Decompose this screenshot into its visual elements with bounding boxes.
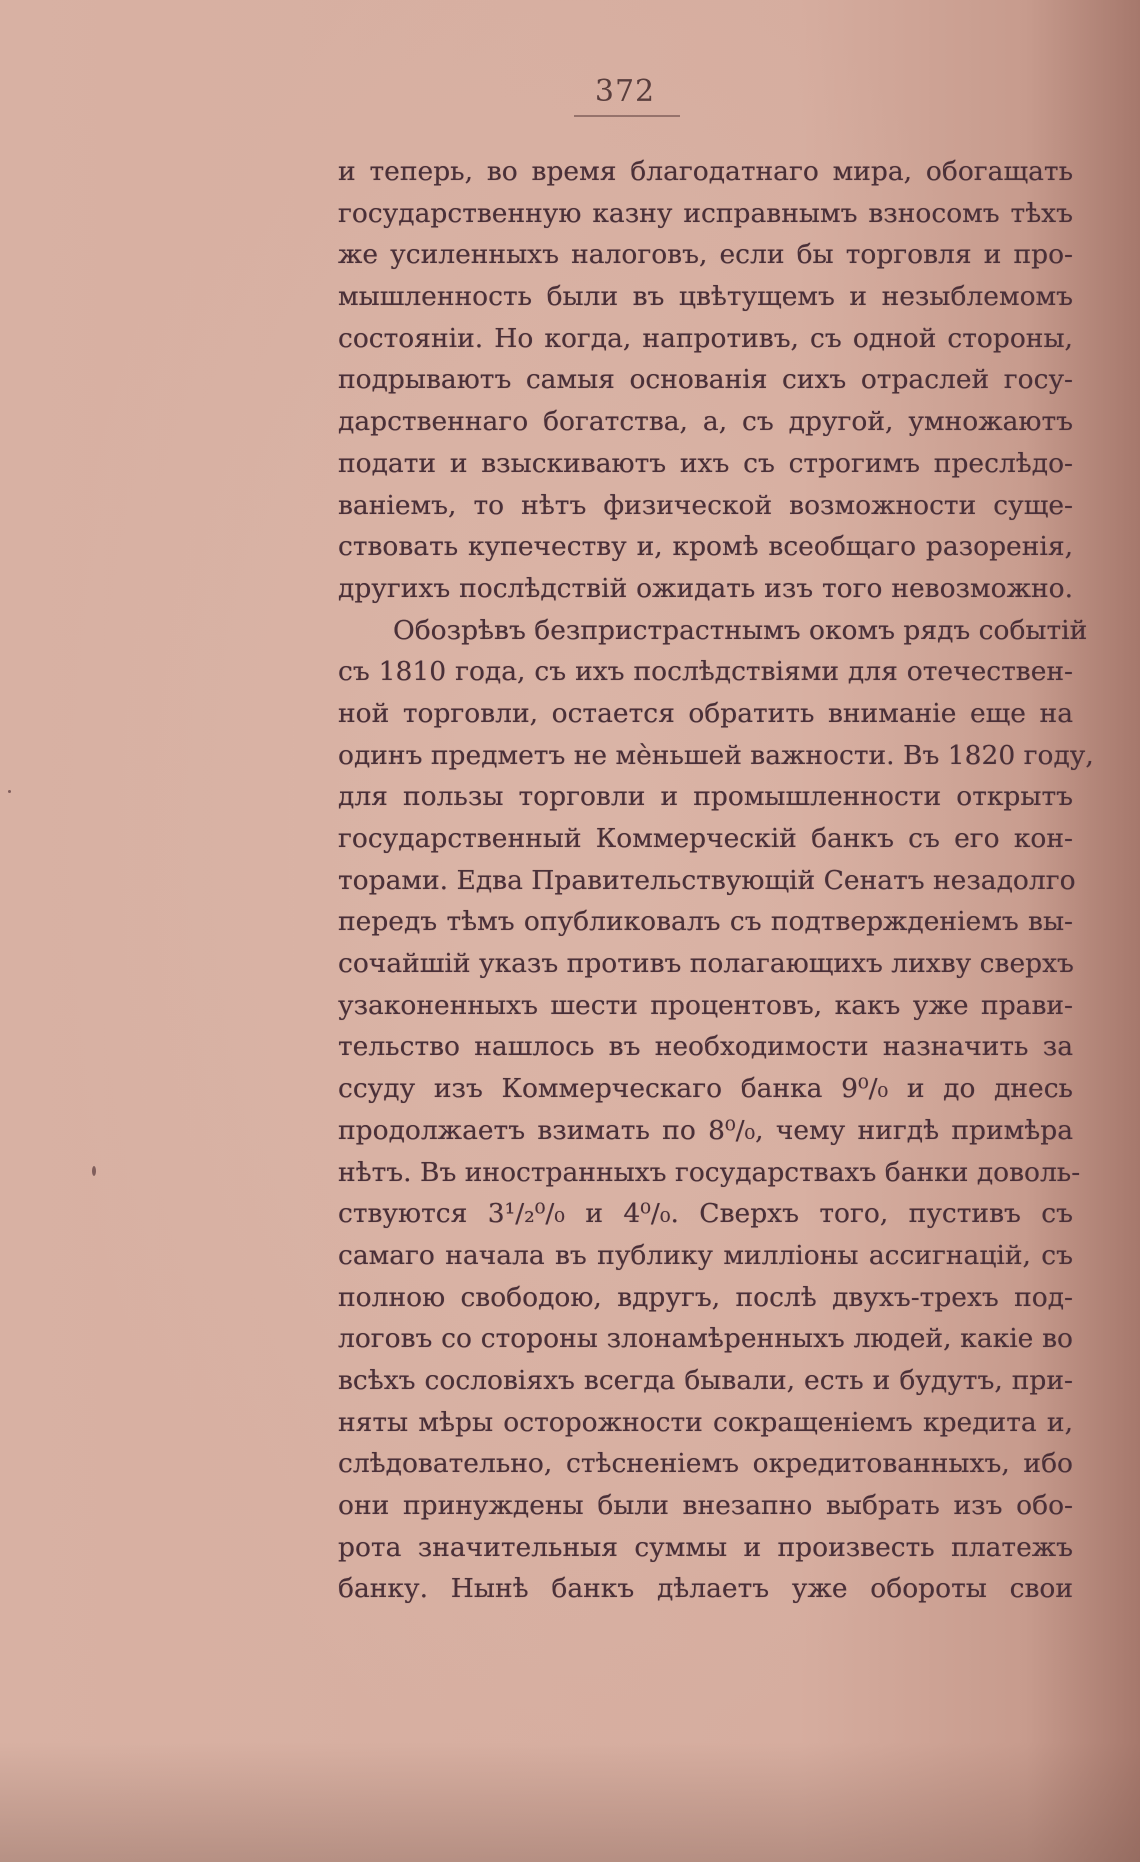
text-line: ной торговли, остается обратить вниманіе еще на bbox=[338, 697, 1073, 729]
ink-speck bbox=[8, 790, 11, 793]
text-line: мышленность были въ цвѣтущемъ и незыблемомъ bbox=[338, 281, 1073, 313]
ink-speck bbox=[92, 1166, 96, 1176]
text-line: передъ тѣмъ опубликовалъ съ подтвержденіемъ вы- bbox=[338, 906, 1073, 938]
text-line: состояніи. Но когда, напротивъ, съ одной стороны, bbox=[338, 322, 1073, 354]
text-line: государственную казну исправнымъ взносомъ тѣхъ bbox=[338, 197, 1073, 229]
text-line: ствуются 3¹/₂⁰/₀ и 4⁰/₀. Сверхъ того, пустивъ съ bbox=[338, 1198, 1073, 1230]
text-line: торами. Едва Правительствующій Сенатъ незадолго bbox=[338, 864, 1076, 896]
text-line: няты мѣры осторожности сокращеніемъ кредита и, bbox=[338, 1406, 1073, 1438]
text-line: же усиленныхъ налоговъ, если бы торговля и про- bbox=[338, 239, 1073, 271]
text-line: банку. Нынѣ банкъ дѣлаетъ уже обороты свои bbox=[338, 1573, 1073, 1605]
paragraph-start-line: Обозрѣвъ безпристрастнымъ окомъ рядъ событій bbox=[393, 614, 1088, 646]
text-line: всѣхъ сословіяхъ всегда бывали, есть и будутъ, при- bbox=[338, 1364, 1073, 1396]
text-line: подрываютъ самыя основанія сихъ отраслей госу- bbox=[338, 364, 1073, 396]
body-text bbox=[338, 151, 1094, 1610]
text-line: ствовать купечеству и, кромѣ всеобщаго разоренія, bbox=[338, 531, 1073, 563]
text-line: тельство нашлось въ необходимости назначить за bbox=[338, 1031, 1073, 1063]
text-line: съ 1810 года, съ ихъ послѣдствіями для отечествен- bbox=[338, 656, 1073, 688]
text-line: самаго начала въ публику милліоны ассигнацій, съ bbox=[338, 1239, 1073, 1271]
text-line: рота значительныя суммы и произвесть платежъ bbox=[338, 1531, 1073, 1563]
page-number-rule bbox=[574, 115, 680, 117]
text-line: продолжаетъ взимать по 8⁰/₀, чему нигдѣ примѣра bbox=[338, 1114, 1073, 1146]
text-line: сочайшій указъ противъ полагающихъ лихву сверхъ bbox=[338, 948, 1074, 980]
text-line: слѣдовательно, стѣсненіемъ окредитованныхъ, ибо bbox=[338, 1448, 1073, 1480]
text-line: и теперь, во время благодатнаго мира, обогащать bbox=[338, 156, 1073, 187]
text-line: нѣтъ. Въ иностранныхъ государствахъ банки доволь- bbox=[338, 1156, 1081, 1188]
text-line: ваніемъ, то нѣтъ физической возможности суще- bbox=[338, 489, 1073, 521]
text-line: другихъ послѣдствій ожидать изъ того невозможно. bbox=[338, 572, 1073, 604]
text-line: государственный Коммерческій банкъ съ его кон- bbox=[338, 823, 1073, 854]
text-line: логовъ со стороны злонамѣренныхъ людей, какіе во bbox=[338, 1323, 1073, 1355]
text-line: узаконенныхъ шести процентовъ, какъ уже прави- bbox=[338, 989, 1073, 1021]
text-line: ссуду изъ Коммерческаго банка 9⁰/₀ и до днесь bbox=[338, 1073, 1073, 1105]
text-line: полною свободою, вдругъ, послѣ двухъ-трехъ под- bbox=[338, 1281, 1073, 1313]
text-line: они принуждены были внезапно выбрать изъ обо- bbox=[338, 1490, 1073, 1521]
text-line: подати и взыскиваютъ ихъ съ строгимъ преслѣдо- bbox=[338, 447, 1073, 479]
text-line: для пользы торговли и промышленности открытъ bbox=[338, 781, 1073, 813]
text-line: дарственнаго богатства, а, съ другой, умножаютъ bbox=[338, 406, 1073, 438]
text-line: одинъ предметъ не мѐньшей важности. Въ 1820 году, bbox=[338, 739, 1094, 771]
page-number: 372 bbox=[594, 74, 656, 109]
